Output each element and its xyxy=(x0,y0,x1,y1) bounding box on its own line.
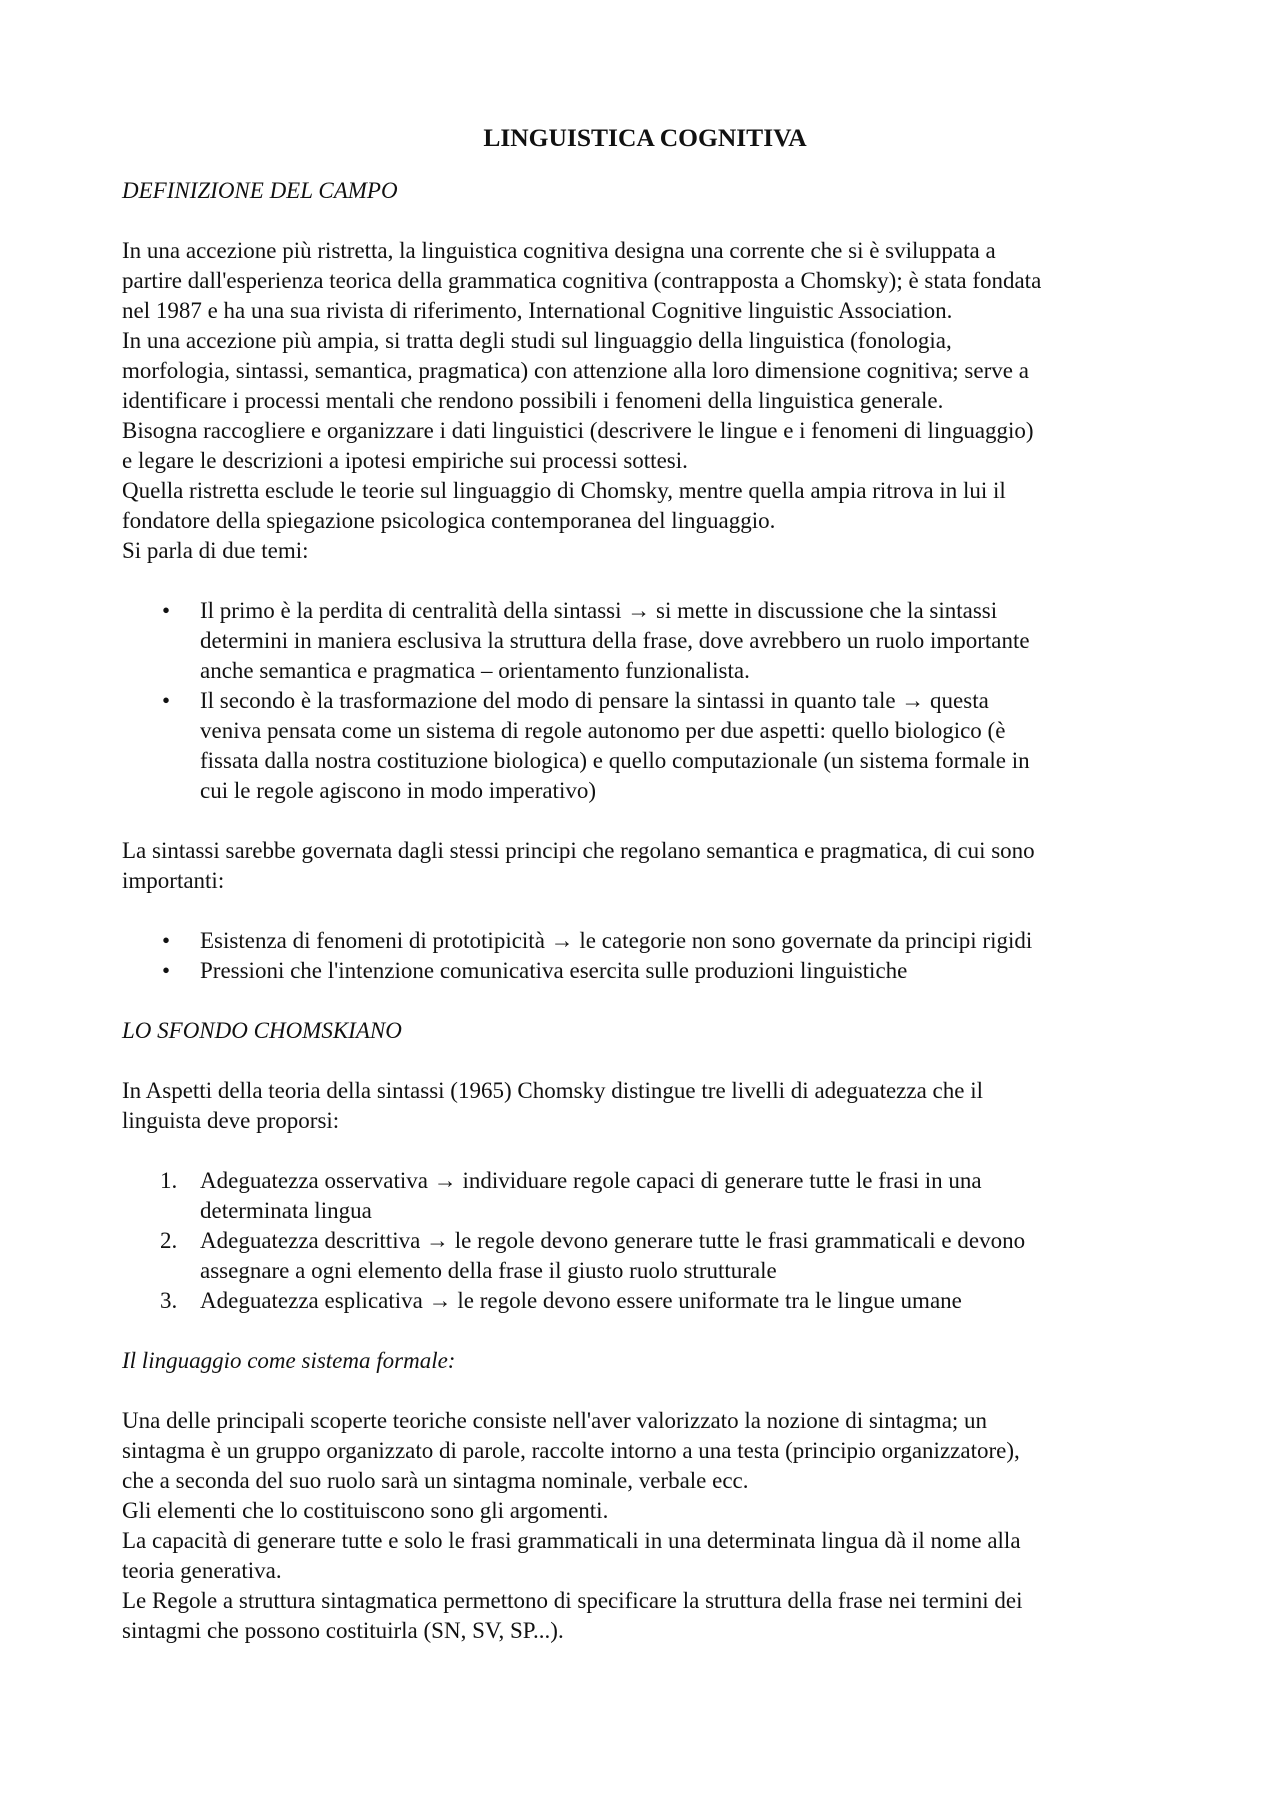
paragraph-definizione xyxy=(122,236,1168,566)
text-line: Bisogna raccogliere e organizzare i dati linguistici (descrivere le lingue e i fenomeni di linguaggio) xyxy=(122,418,1034,443)
text-line: Quella ristretta esclude le teorie sul linguaggio di Chomsky, mentre quella ampia ritrova in lui il xyxy=(122,478,1006,503)
section-heading-definizione: DEFINIZIONE DEL CAMPO xyxy=(122,178,398,203)
text-line: Pressioni che l'intenzione comunicativa esercita sulle produzioni linguistiche xyxy=(200,958,908,983)
text-line: Gli elementi che lo costituiscono sono gli argomenti. xyxy=(122,1498,609,1523)
text-line: sintagma è un gruppo organizzato di parole, raccolte intorno a una testa (principio organizzatore), xyxy=(122,1438,1020,1463)
document-title: LINGUISTICA COGNITIVA xyxy=(483,123,807,152)
list-item xyxy=(122,926,1168,956)
section-heading-formale: Il linguaggio come sistema formale: xyxy=(122,1348,456,1373)
bullet-icon: • xyxy=(162,688,171,713)
text-line: In una accezione più ristretta, la linguistica cognitiva designa una corrente che si è sviluppata a xyxy=(122,238,996,263)
list-number: 2. xyxy=(160,1228,178,1253)
text-line: La capacità di generare tutte e solo le frasi grammaticali in una determinata lingua dà il nome alla xyxy=(122,1528,1021,1553)
text-line: sintagmi che possono costituirla (SN, SV, SP...). xyxy=(122,1618,564,1643)
list-item xyxy=(122,956,1168,986)
text-line: importanti: xyxy=(122,868,225,893)
bullet-list-principi xyxy=(122,926,1168,986)
text-line: identificare i processi mentali che rendono possibili i fenomeni della linguistica generale. xyxy=(122,388,944,413)
list-number: 3. xyxy=(160,1288,178,1313)
text-line: Le Regole a struttura sintagmatica permettono di specificare la struttura della frase nei termini dei xyxy=(122,1588,1023,1613)
list-item xyxy=(122,1166,1168,1226)
text-line: Una delle principali scoperte teoriche consiste nell'aver valorizzato la nozione di sintagma; un xyxy=(122,1408,988,1433)
paragraph-sfondo xyxy=(122,1076,1168,1136)
text-line: e legare le descrizioni a ipotesi empiriche sui processi sottesi. xyxy=(122,448,688,473)
list-number: 1. xyxy=(160,1168,178,1193)
text-line: fondatore della spiegazione psicologica contemporanea del linguaggio. xyxy=(122,508,776,533)
text-line: cui le regole agiscono in modo imperativo) xyxy=(200,778,596,803)
list-item xyxy=(122,596,1168,686)
text-line: In Aspetti della teoria della sintassi (1965) Chomsky distingue tre livelli di adeguatezza che il xyxy=(122,1078,983,1103)
text-line: determinata lingua xyxy=(200,1198,372,1223)
text-line: teoria generativa. xyxy=(122,1558,282,1583)
text-line: Esistenza di fenomeni di prototipicità → le categorie non sono governate da principi rigidi xyxy=(200,928,1033,953)
bullet-list-temi xyxy=(122,596,1168,806)
text-line: anche semantica e pragmatica – orientamento funzionalista. xyxy=(200,658,750,683)
text-line: morfologia, sintassi, semantica, pragmatica) con attenzione alla loro dimensione cognitiva; serve a xyxy=(122,358,1029,383)
text-line: Si parla di due temi: xyxy=(122,538,309,563)
list-item xyxy=(122,1226,1168,1286)
bullet-icon: • xyxy=(162,598,171,623)
document-content xyxy=(122,122,1168,1676)
text-line: veniva pensata come un sistema di regole autonomo per due aspetti: quello biologico (è xyxy=(200,718,1006,743)
text-line: fissata dalla nostra costituzione biologica) e quello computazionale (un sistema formale in xyxy=(200,748,1030,773)
text-line: Adeguatezza esplicativa → le regole devono essere uniformate tra le lingue umane xyxy=(200,1288,962,1313)
text-line: Adeguatezza osservativa → individuare regole capaci di generare tutte le frasi in una xyxy=(200,1168,982,1193)
list-item xyxy=(122,686,1168,806)
bullet-icon: • xyxy=(162,928,171,953)
text-line: determini in maniera esclusiva la struttura della frase, dove avrebbero un ruolo importante xyxy=(200,628,1030,653)
list-item xyxy=(122,1286,1168,1316)
text-line: Il primo è la perdita di centralità della sintassi → si mette in discussione che la sintassi xyxy=(200,598,998,623)
paragraph-formale xyxy=(122,1406,1168,1646)
text-line: Adeguatezza descrittiva → le regole devono generare tutte le frasi grammaticali e devono xyxy=(200,1228,1026,1253)
text-line: nel 1987 e ha una sua rivista di riferimento, International Cognitive linguistic Association. xyxy=(122,298,953,323)
text-line: Il secondo è la trasformazione del modo di pensare la sintassi in quanto tale → questa xyxy=(200,688,989,713)
text-line: che a seconda del suo ruolo sarà un sintagma nominale, verbale ecc. xyxy=(122,1468,749,1493)
numbered-list-adeguatezza xyxy=(122,1166,1168,1316)
text-line: linguista deve proporsi: xyxy=(122,1108,340,1133)
section-heading-sfondo: LO SFONDO CHOMSKIANO xyxy=(122,1018,402,1043)
text-line: partire dall'esperienza teorica della grammatica cognitiva (contrapposta a Chomsky); è stata fondata xyxy=(122,268,1042,293)
text-line: assegnare a ogni elemento della frase il giusto ruolo strutturale xyxy=(200,1258,777,1283)
bullet-icon: • xyxy=(162,958,171,983)
text-line: In una accezione più ampia, si tratta degli studi sul linguaggio della linguistica (fonologia, xyxy=(122,328,952,353)
text-line: La sintassi sarebbe governata dagli stessi principi che regolano semantica e pragmatica, di cui sono xyxy=(122,838,1035,863)
paragraph-sintassi xyxy=(122,836,1168,896)
